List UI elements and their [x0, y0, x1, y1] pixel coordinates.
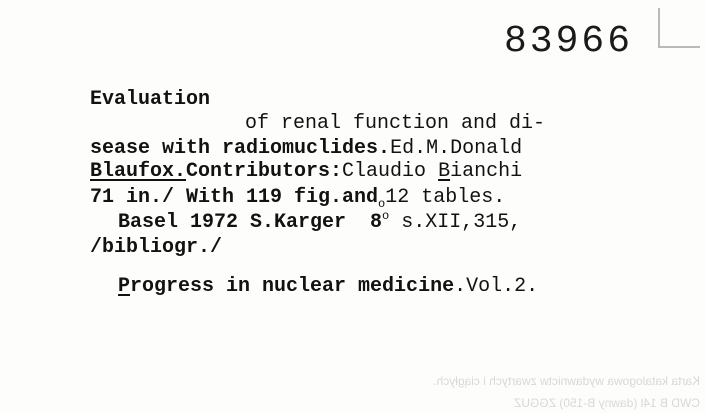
card-footer-imprint [290, 370, 700, 413]
contributor-first-name: Claudio [342, 160, 439, 183]
bibliography-note: /bibliogr./ [90, 236, 223, 259]
footer-line-2: CWD B 14l (dawny B-150) ZGGUZ [513, 396, 700, 410]
tables-text: 12 tables. [385, 186, 506, 209]
title-continuation: sease with radiomuclides. [90, 137, 391, 160]
imprint-text: Basel 1972 S.Karger 8 [118, 211, 383, 234]
degree-mark: o [378, 197, 386, 211]
editor-surname: Blaufox. [90, 160, 187, 183]
catalog-number: 83966 [504, 20, 634, 63]
title-heading: Evaluation [90, 88, 211, 111]
series-title: rogress in nuclear medicine [130, 275, 455, 298]
series-line [118, 275, 538, 299]
format-degree: o [382, 209, 390, 223]
illustrations-text: 71 in./ With 119 fig.and [90, 186, 379, 209]
extent-line [90, 186, 505, 210]
series-volume: .Vol.2. [454, 275, 539, 298]
title-line-3 [90, 137, 522, 161]
editor-text: Ed.M.Donald [390, 137, 523, 160]
contributor-initial: B [438, 160, 451, 183]
corner-rule [658, 8, 700, 48]
imprint-line [118, 211, 521, 235]
editor-line [90, 160, 522, 184]
title-line-2: of renal function and di- [245, 112, 546, 135]
contributors-label: Contributors: [186, 160, 343, 183]
footer-line-1: Karta katalogowa wydawnictw zwartych i ciągłych. [433, 374, 700, 388]
contributor-surname-rest: ianchi [450, 160, 523, 183]
series-initial: P [118, 275, 131, 298]
pagination-text: s.XII,315, [389, 211, 522, 234]
